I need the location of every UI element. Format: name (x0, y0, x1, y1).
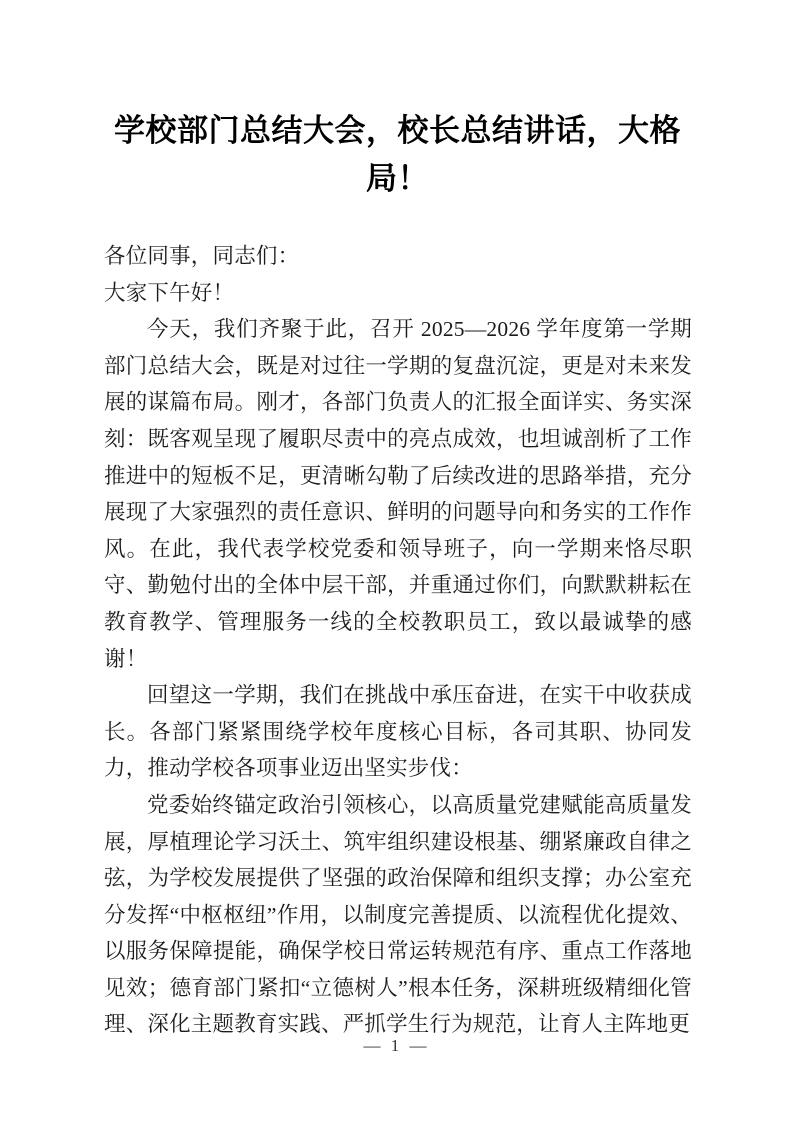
document-body (104, 238, 692, 1043)
paragraph-review: 回望这一学期，我们在挑战中承压奋进，在实干中收获成长。各部门紧紧围绕学校年度核心目标，各司其职、协同发力，推动学校各项事业迈出坚实步伐： (104, 683, 692, 781)
paragraph-departments: 党委始终锚定政治引领核心，以高质量党建赋能高质量发展，厚植理论学习沃土、筑牢组织建设根基、绷紧廉政自律之弦，为学校发展提供了坚强的政治保障和组织支撑；办公室充分发挥“中枢枢纽”作用，以制度完善提质、以流程优化提效、以服务保障提能，确保学校日常运转规范有序、重点工作落地见效；德育部门紧扣“立德树人”根本任务，深耕班级精细化管理、深化主题教育实践、严抓学生行为规范，让育人主阵地更 (104, 792, 692, 1037)
page-number-footer: — 1 — (363, 1036, 430, 1055)
paragraph-salutation: 各位同事，同志们： (104, 244, 300, 268)
page-title: 学校部门总结大会，校长总结讲话，大格局！ (114, 113, 681, 196)
paragraph-greeting: 大家下午好！ (104, 280, 235, 305)
paragraph-opening: 今天，我们齐聚于此，召开 2025—2026 学年度第一学期部门总结大会，既是对过往一学期的复盘沉淀，更是对未来发展的谋篇布局。刚才，各部门负责人的汇报全面详实、务实深刻：既客观呈现了履职尽责中的亮点成效，也坦诚剖析了工作推进中的短板不足，更清晰勾勒了后续改进的思路举措，充分展现了大家强烈的责任意识、鲜明的问题导向和务实的工作作风。在此，我代表学校党委和领导班子，向一学期来恪尽职守、勤勉付出的全体中层干部，并重通过你们，向默默耕耘在教育教学、管理服务一线的全校教职员工，致以最诚挚的感谢！ (104, 317, 692, 671)
